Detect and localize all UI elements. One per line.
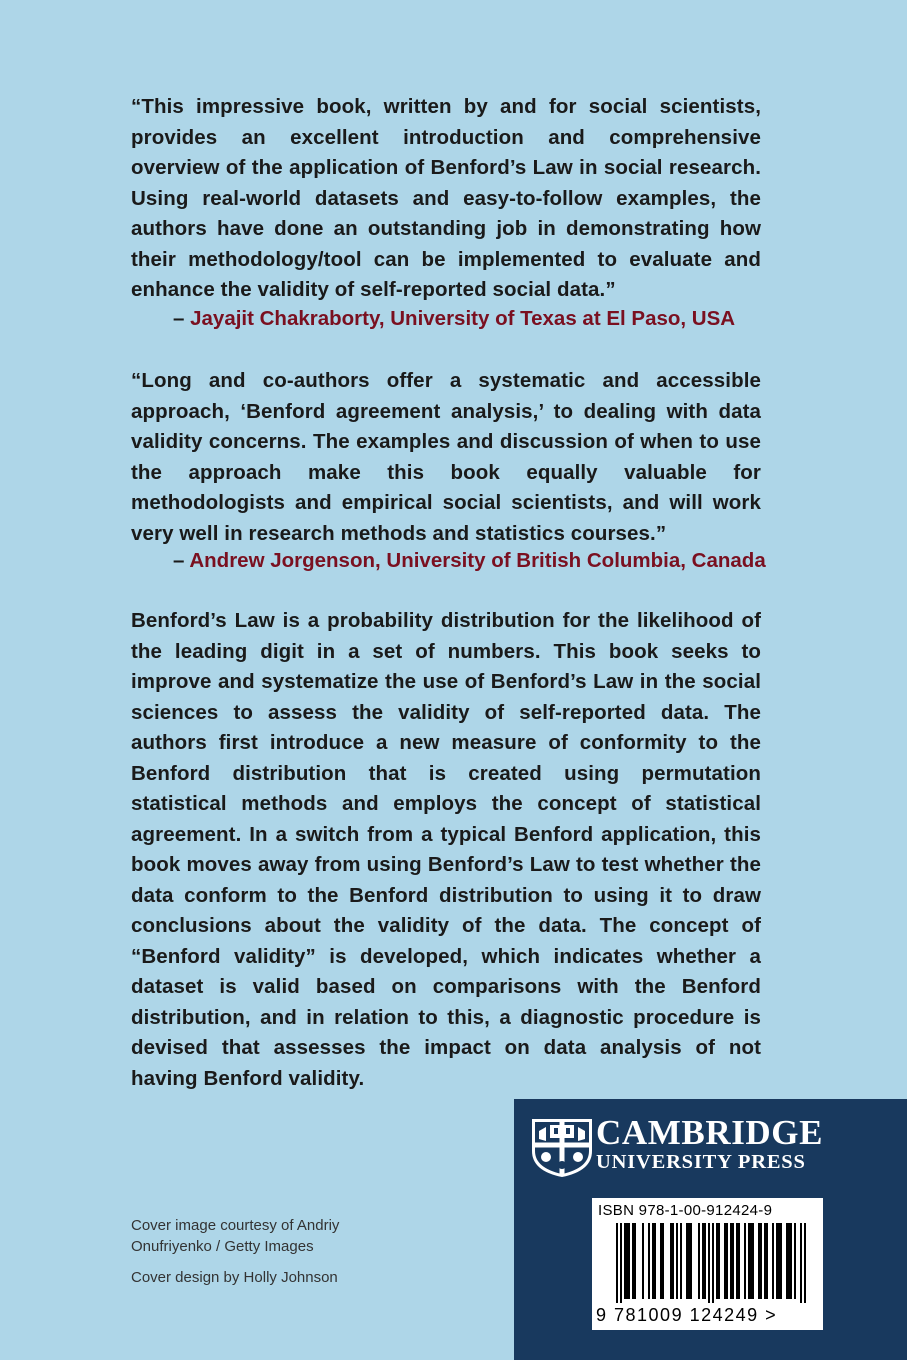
- isbn-barcode: [592, 1198, 823, 1330]
- barcode-bar: [642, 1223, 644, 1299]
- quote-2-attribution: [173, 546, 766, 577]
- barcode-bar: [654, 1223, 656, 1299]
- quote-1-attribution: [173, 304, 735, 335]
- barcode-bar: [670, 1223, 672, 1299]
- barcode-bar: [790, 1223, 792, 1299]
- barcode-bar: [780, 1223, 782, 1299]
- barcode-bar: [662, 1223, 664, 1299]
- barcode-bar: [632, 1223, 634, 1299]
- barcode-bar: [752, 1223, 754, 1299]
- barcode-bar: [624, 1223, 626, 1299]
- barcode-bar: [676, 1223, 678, 1299]
- barcode-bar: [652, 1223, 654, 1299]
- barcode-bar: [800, 1223, 802, 1303]
- barcode-bar: [698, 1223, 700, 1299]
- barcode-bar: [748, 1223, 750, 1299]
- publisher-subname: UNIVERSITY PRESS: [596, 1151, 806, 1173]
- isbn-label: ISBN 978-1-00-912424-9: [598, 1202, 773, 1219]
- barcode-bar: [788, 1223, 790, 1299]
- attribution-dash: –: [173, 307, 185, 330]
- barcode-bar: [778, 1223, 780, 1299]
- barcode-bar: [702, 1223, 704, 1299]
- book-description: Benford’s Law is a probability distribution for the likelihood of the leading digit in a set of numbers. This book seeks to improve and systematize the use of Benford’s Law in the social sciences to assess the validity of self-reported data. The authors first introduce a new measure of conformity to the Benford distribution that is created using permutation statistical methods and employs the concept of statistical agreement. In a switch from a typical Benford application, this book moves away from using Benford’s Law to test whether the data conform to the Benford distribution to using it to draw conclusions about the validity of the data. The concept of “Benford validity” is developed, which indicates whether a dataset is valid based on comparisons with the Benford distribution, and in relation to this, a diagnostic procedure is devised that assesses the impact on data analysis of not having Benford validity.: [131, 609, 761, 1090]
- barcode-bar: [804, 1223, 806, 1303]
- barcode-bar: [744, 1223, 746, 1299]
- barcode-bar: [786, 1223, 788, 1299]
- barcode-bar: [730, 1223, 732, 1299]
- barcode-bar: [712, 1223, 714, 1303]
- barcode-bar: [690, 1223, 692, 1299]
- barcode-bar: [732, 1223, 734, 1299]
- barcode-digits: 9 781009 124249 >: [596, 1305, 778, 1325]
- barcode-bar: [660, 1223, 662, 1299]
- design-credit: Cover design by Holly Johnson: [131, 1269, 338, 1286]
- quote-2-text: “Long and co-authors offer a systematic and accessible approach, ‘Benford agreement analysis,’ to dealing with data validity concerns. The examples and discussion of when to use the approach make this book equally valuable for methodologists and empirical social scientists, and will work very well in research methods and statistics courses.”: [131, 369, 761, 545]
- publisher-name: CAMBRIDGE: [596, 1113, 824, 1152]
- barcode-bar: [616, 1223, 618, 1303]
- barcode-bar: [628, 1223, 630, 1299]
- barcode-bar: [716, 1223, 718, 1299]
- barcode-bar: [764, 1223, 766, 1299]
- image-credit-line-1: Cover image courtesy of Andriy: [131, 1217, 340, 1234]
- attribution-name: Andrew Jorgenson, University of British Columbia, Canada: [189, 549, 766, 572]
- barcode-bar: [794, 1223, 796, 1299]
- barcode-bar: [718, 1223, 720, 1299]
- barcode-bars: [598, 1223, 816, 1303]
- barcode-bar: [760, 1223, 762, 1299]
- barcode-bar: [688, 1223, 690, 1299]
- barcode-bar: [686, 1223, 688, 1299]
- barcode-bar: [726, 1223, 728, 1299]
- barcode-bar: [776, 1223, 778, 1299]
- attribution-dash: –: [173, 549, 185, 572]
- barcode-bar: [708, 1223, 710, 1303]
- barcode-bar: [758, 1223, 760, 1299]
- quote-1-text: “This impressive book, written by and for social scientists, provides an excellent introduction and comprehensive overview of the application of Benford’s Law in social research. Using real-world datasets and easy-to-follow examples, the authors have done an outstanding job in demonstrating how their methodology/tool can be implemented to evaluate and enhance the validity of self-reported social data.”: [131, 95, 761, 301]
- barcode-bar: [772, 1223, 774, 1299]
- barcode-bar: [750, 1223, 752, 1299]
- attribution-name: Jayajit Chakraborty, University of Texas at El Paso, USA: [190, 307, 736, 330]
- barcode-bar: [634, 1223, 636, 1299]
- barcode-bar: [704, 1223, 706, 1299]
- cambridge-crest-icon: [530, 1117, 594, 1179]
- barcode-bar: [766, 1223, 768, 1299]
- barcode-bar: [738, 1223, 740, 1299]
- barcode-bar: [680, 1223, 682, 1299]
- barcode-bar: [626, 1223, 628, 1299]
- publisher-panel: [514, 1099, 907, 1360]
- barcode-bar: [672, 1223, 674, 1299]
- barcode-bar: [736, 1223, 738, 1299]
- barcode-bar: [648, 1223, 650, 1299]
- barcode-bar: [724, 1223, 726, 1299]
- image-credit-line-2: Onufriyenko / Getty Images: [131, 1238, 314, 1255]
- barcode-bar: [620, 1223, 622, 1303]
